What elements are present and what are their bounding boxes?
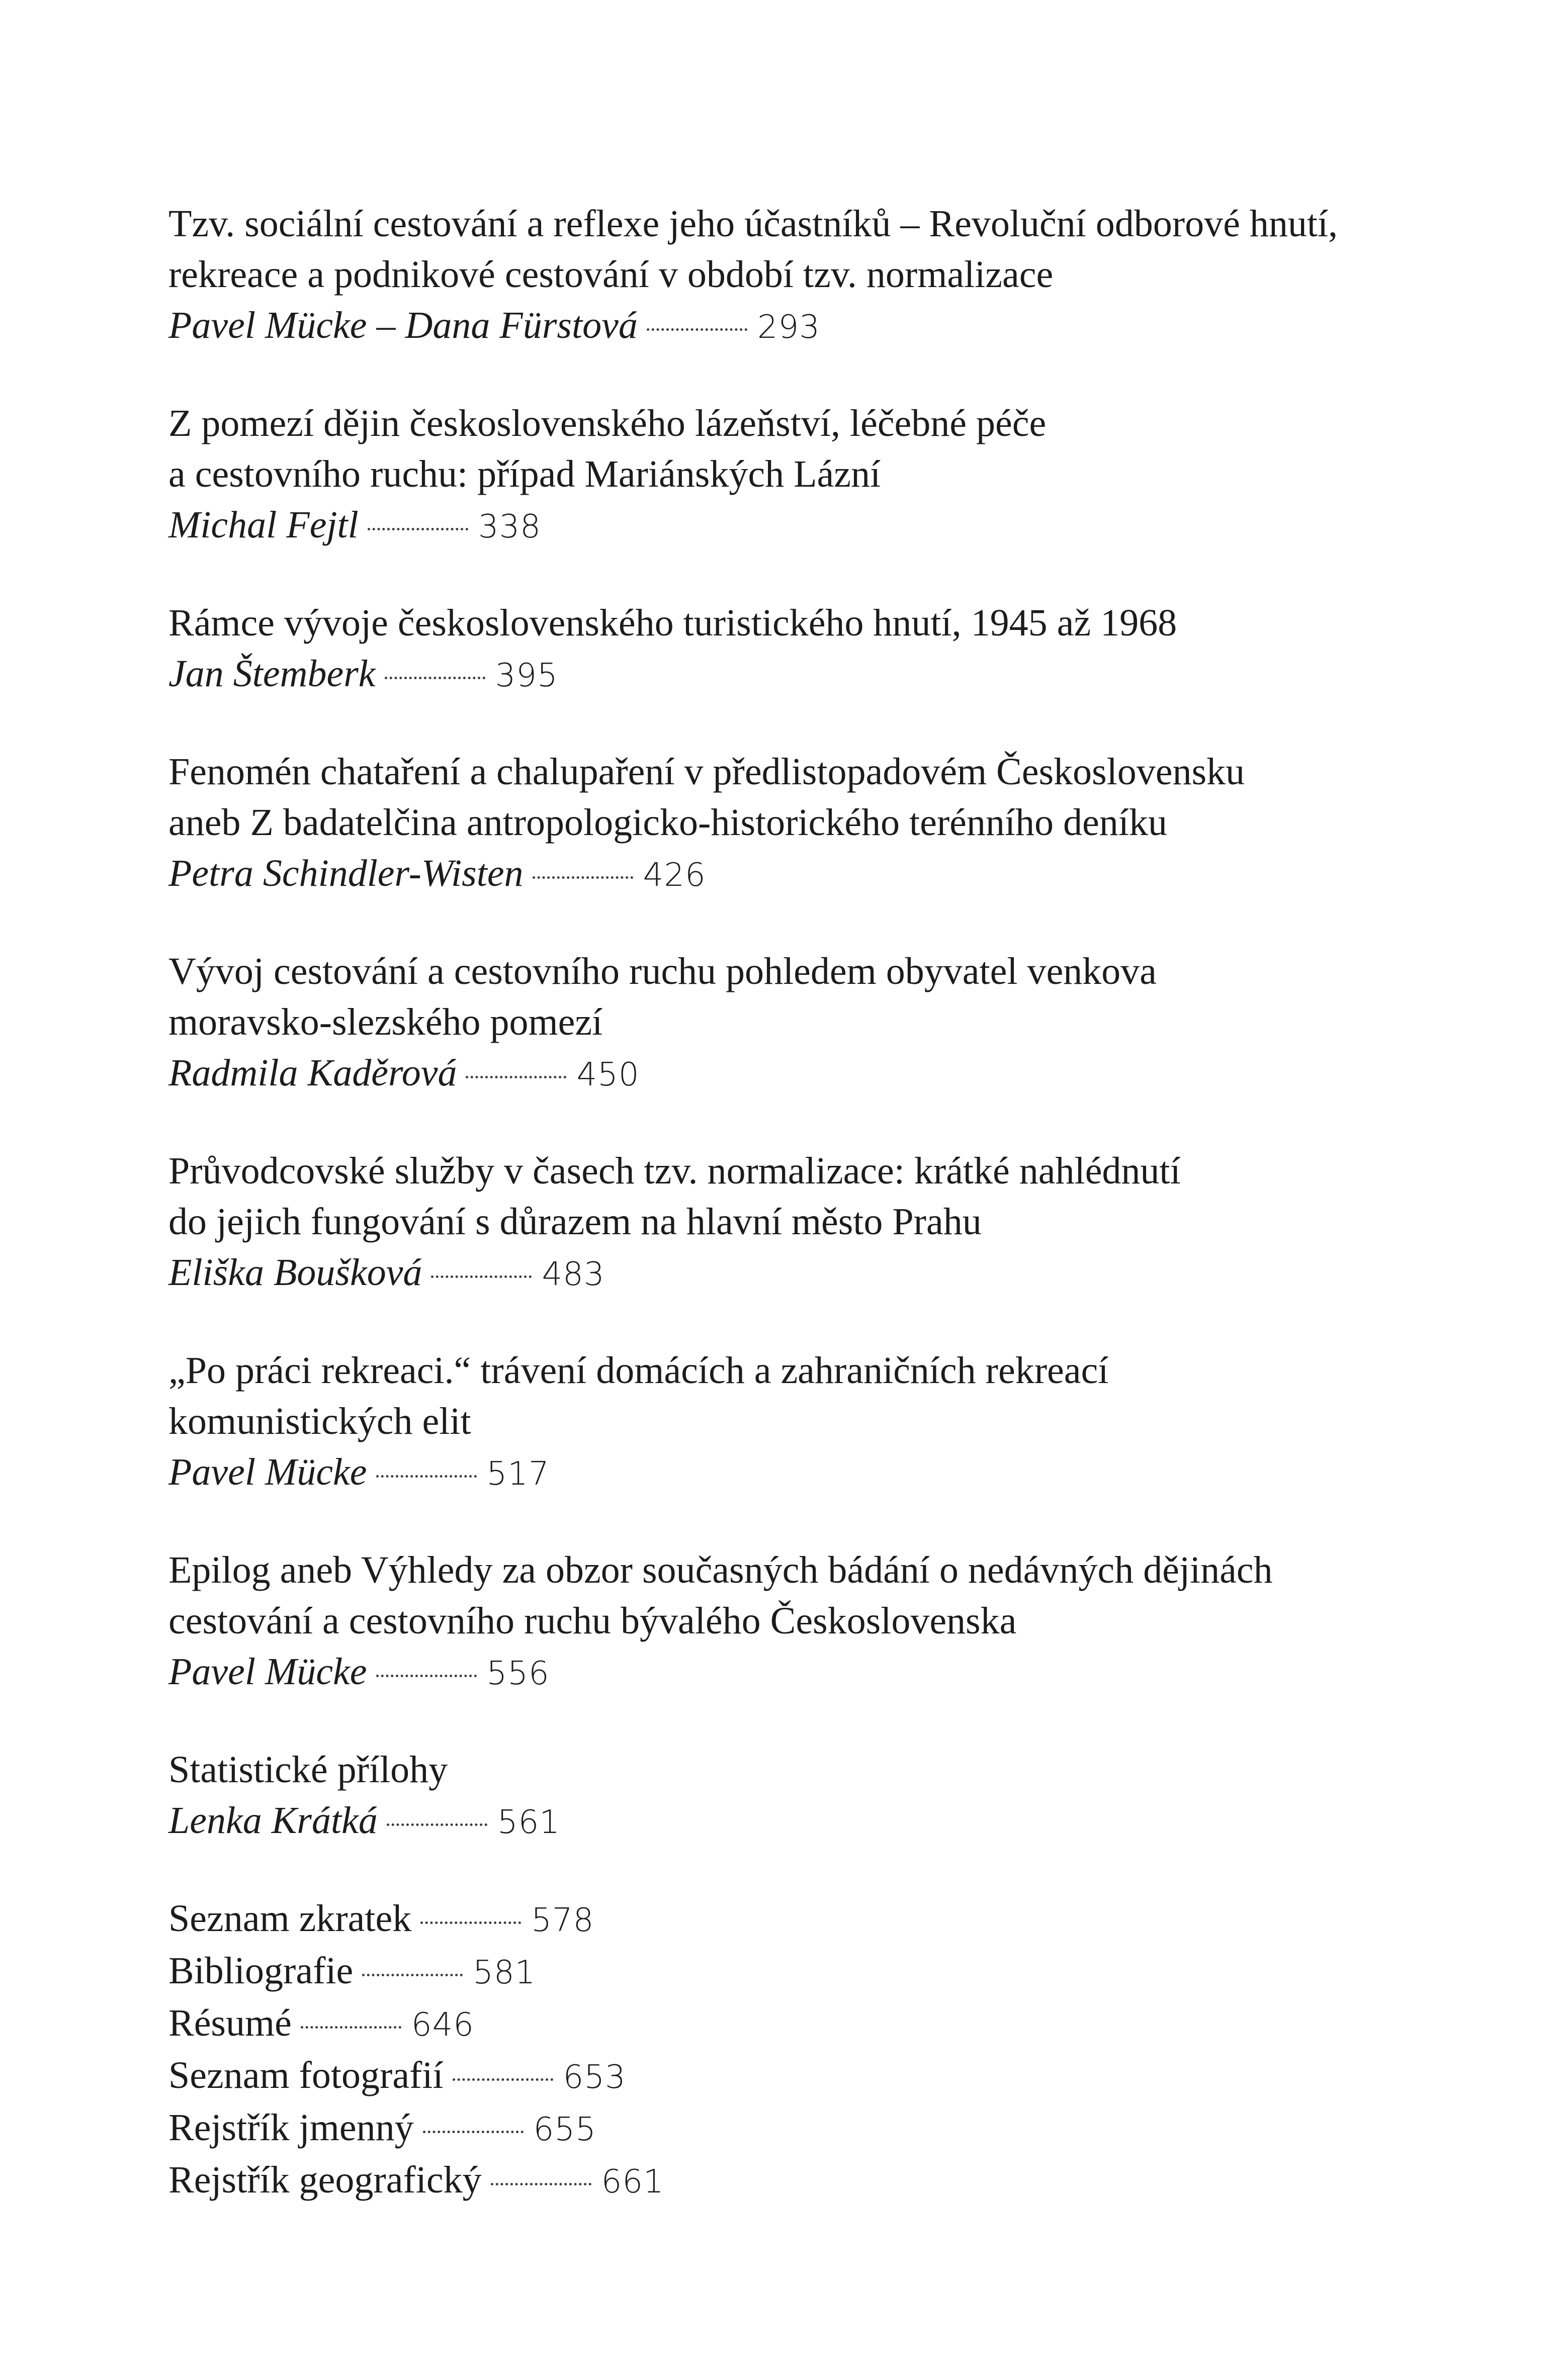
entry-author: Pavel Mücke [168,1651,367,1693]
entry-page-number: 426 [643,857,706,894]
dot-leader [387,1823,487,1826]
dot-leader [376,1674,477,1677]
toc-entry [168,747,1416,901]
dot-leader [533,876,633,879]
entry-page-number: 395 [495,657,558,694]
backmatter-label: Bibliografie [168,1950,354,1992]
entry-title-line: Průvodcovské služby v časech tzv. normalizace: krátké nahlédnutí [168,1150,1181,1192]
entry-page-number: 450 [576,1056,640,1093]
backmatter-page-number: 655 [533,2111,596,2148]
backmatter-page-number: 578 [531,1902,594,1939]
entry-page-number: 293 [757,309,820,346]
dot-leader [368,527,468,530]
toc-entry [168,946,1416,1101]
entry-title-line: cestování a cestovního ruchu bývalého Československa [168,1600,1017,1642]
entry-title-line: Epilog aneb Výhledy za obzor současných bádání o nedávných dějinách [168,1549,1273,1591]
entry-title-line: Fenomén chataření a chalupaření v předlistopadovém Československu [168,751,1245,793]
backmatter-list [168,1893,1416,2207]
entry-title-line: do jejich fungování s důrazem na hlavní město Prahu [168,1201,982,1243]
entry-page-number: 483 [542,1256,605,1293]
dot-leader [466,1075,566,1078]
entry-author: Pavel Mücke [168,1451,367,1493]
backmatter-item [168,2050,1416,2102]
entry-title-line: Tzv. sociální cestování a reflexe jeho účastníků – Revoluční odborové hnutí, [168,203,1338,245]
entry-title-line: komunistických elit [168,1400,471,1442]
entry-author: Jan Štemberk [168,653,376,695]
table-of-contents [168,199,1416,2207]
dot-leader [301,2026,401,2029]
entry-title-line: moravsko-slezského pomezí [168,1001,603,1043]
entry-page-number: 556 [486,1655,550,1692]
entry-page-number: 517 [486,1455,550,1493]
entry-title-line: Rámce vývoje československého turistického hnutí, 1945 až 1968 [168,602,1177,644]
entry-author: Petra Schindler-Wisten [168,852,524,894]
backmatter-label: Résumé [168,2002,292,2044]
toc-entry [168,199,1416,353]
dot-leader [385,676,485,679]
backmatter-item [168,1998,1416,2050]
entry-author-line [168,1247,1416,1300]
backmatter-page-number: 581 [473,1954,536,1991]
entry-author: Radmila Kaděrová [168,1052,457,1094]
toc-entry [168,1146,1416,1300]
entry-author: Pavel Mücke – Dana Fürstová [168,304,638,346]
toc-entry [168,1345,1416,1500]
dot-leader [420,1921,521,1924]
entry-author-line [168,500,1416,553]
entry-author-line [168,1048,1416,1101]
entry-author: Lenka Krátká [168,1799,378,1842]
dot-leader [431,1275,532,1278]
entry-title-line: Statistické přílohy [168,1749,448,1791]
entry-author: Eliška Boušková [168,1251,422,1294]
entry-author-line [168,1795,1416,1848]
entry-author-line [168,1447,1416,1500]
backmatter-item [168,2102,1416,2155]
entry-title-line: aneb Z badatelčina antropologicko-historického terénního deníku [168,801,1167,844]
backmatter-page-number: 646 [411,2006,475,2044]
backmatter-item [168,2155,1416,2207]
entry-author-line [168,1646,1416,1699]
entry-page-number: 561 [497,1804,561,1841]
backmatter-label: Rejstřík jmenný [168,2107,414,2149]
backmatter-item [168,1946,1416,1998]
entry-title-line: rekreace a podnikové cestování v období tzv. normalizace [168,253,1054,296]
dot-leader [376,1475,477,1478]
toc-entry [168,1545,1416,1699]
entry-author-line [168,300,1416,353]
backmatter-page-number: 661 [601,2163,664,2201]
entry-author-line [168,649,1416,701]
dot-leader [647,328,747,331]
entry-page-number: 338 [478,508,541,545]
entry-title-line: Z pomezí dějin československého lázeňství, léčebné péče [168,402,1047,444]
dot-leader [491,2182,591,2185]
entry-title-line: Vývoj cestování a cestovního ruchu pohledem obyvatel venkova [168,950,1157,992]
backmatter-page-number: 653 [563,2059,626,2096]
entry-title-line: a cestovního ruchu: případ Mariánských Lázní [168,453,881,495]
dot-leader [362,1973,463,1976]
entry-title-line: „Po práci rekreaci.“ trávení domácích a zahraničních rekreací [168,1349,1109,1392]
backmatter-item [168,1893,1416,1946]
toc-entry [168,598,1416,701]
dot-leader [453,2078,553,2081]
toc-entry [168,398,1416,553]
backmatter-label: Seznam zkratek [168,1897,412,1940]
backmatter-label: Seznam fotografií [168,2054,444,2096]
backmatter-label: Rejstřík geografický [168,2159,482,2201]
toc-entry [168,1745,1416,1848]
entry-author-line [168,848,1416,901]
dot-leader [423,2130,524,2133]
entry-author: Michal Fejtl [168,504,359,546]
